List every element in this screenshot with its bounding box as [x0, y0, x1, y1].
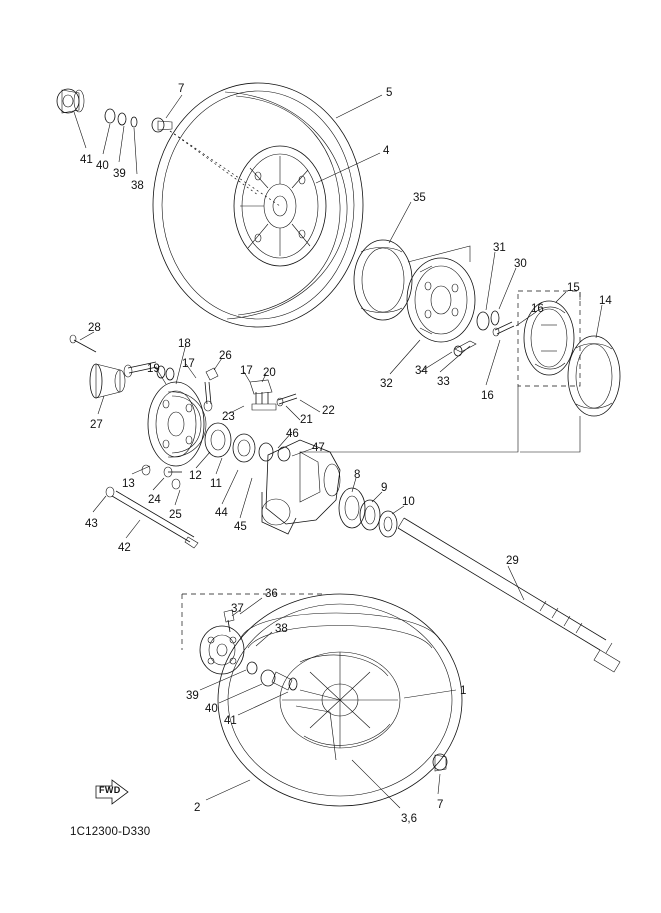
callout-17-a: 17 [182, 358, 195, 370]
brake-drum-14 [568, 336, 620, 416]
callout-21: 21 [300, 414, 313, 426]
callout-14: 14 [599, 295, 612, 307]
collar-27 [70, 335, 125, 398]
diagram-part-code: 1C12300-D330 [70, 826, 151, 838]
callout-45: 45 [234, 521, 247, 533]
callout-4: 4 [383, 145, 390, 157]
knuckle-housing [262, 440, 340, 534]
callout-27: 27 [90, 419, 103, 431]
callout-33: 33 [437, 376, 450, 388]
callout-26: 26 [219, 350, 232, 362]
wheel-bearings [205, 423, 290, 462]
callout-13: 13 [122, 478, 135, 490]
brake-drum-ring-35 [354, 240, 412, 320]
callout-15: 15 [567, 282, 580, 294]
callout-47: 47 [312, 442, 325, 454]
callout-17-b: 17 [240, 365, 253, 377]
callout-9: 9 [381, 482, 388, 494]
callout-40-bottom: 40 [205, 703, 218, 715]
screws-24-25 [142, 465, 182, 489]
callout-34: 34 [415, 365, 428, 377]
callout-42: 42 [118, 542, 131, 554]
front-tire-top [153, 83, 363, 327]
brake-backing-plate [148, 382, 204, 466]
callout-40-top: 40 [96, 160, 109, 172]
callout-1: 1 [460, 685, 467, 697]
callout-7-top: 7 [178, 83, 185, 95]
callout-32: 32 [380, 378, 393, 390]
callout-44: 44 [215, 507, 228, 519]
callout-41-bottom: 41 [224, 715, 237, 727]
callout-5: 5 [386, 87, 393, 99]
callout-37: 37 [231, 603, 244, 615]
bolts-34-33 [454, 322, 514, 356]
callout-11: 11 [210, 478, 222, 490]
nut-7-bottom [433, 754, 447, 771]
hub-nut-stack-top-left [57, 89, 172, 132]
front-rim-top [234, 146, 326, 266]
callout-43: 43 [85, 518, 98, 530]
washer-31-30 [477, 311, 499, 330]
callout-36: 36 [265, 588, 278, 600]
callout-2: 2 [194, 802, 201, 814]
callout-23: 23 [222, 411, 235, 423]
callout-30: 30 [514, 258, 527, 270]
callout-31: 31 [493, 242, 506, 254]
callout-16-lower: 16 [481, 390, 494, 402]
rear-hub-center [407, 246, 475, 342]
callout-7-bottom: 7 [437, 799, 444, 811]
callout-28: 28 [88, 322, 101, 334]
callout-24: 24 [148, 494, 161, 506]
callout-19: 19 [147, 363, 160, 375]
callout-35: 35 [413, 192, 426, 204]
fwd-label: FWD [99, 785, 121, 795]
bearings-8-9-10 [339, 488, 397, 537]
callout-38-bottom: 38 [275, 623, 288, 635]
callout-38-top: 38 [131, 180, 144, 192]
callout-46: 46 [286, 428, 299, 440]
callout-16-upper: 16 [531, 303, 544, 315]
callout-18: 18 [178, 338, 191, 350]
callout-39-bottom: 39 [186, 690, 199, 702]
callout-29: 29 [506, 555, 519, 567]
callout-20: 20 [263, 367, 276, 379]
drive-axle-shaft-29 [398, 518, 620, 672]
rear-hub-flange [200, 610, 297, 690]
callout-22: 22 [322, 405, 335, 417]
callout-39-top: 39 [113, 168, 126, 180]
callout-41-top: 41 [80, 154, 93, 166]
callout-10: 10 [402, 496, 415, 508]
callout-8: 8 [354, 469, 361, 481]
brake-shoes-on-plate [168, 392, 206, 457]
callout-25: 25 [169, 509, 182, 521]
callout-12: 12 [189, 470, 202, 482]
callout-3-6: 3,6 [401, 813, 417, 825]
